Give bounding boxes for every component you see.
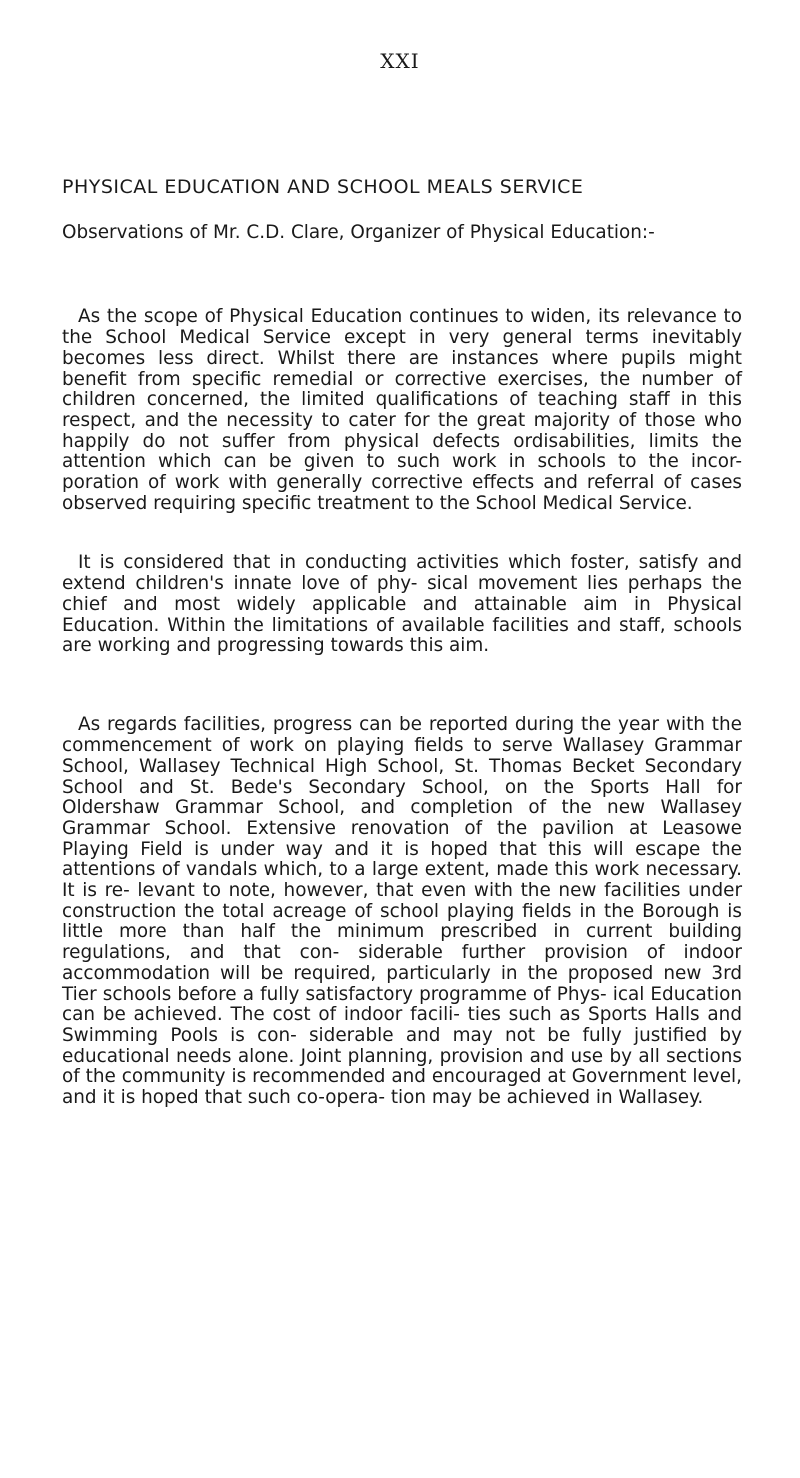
paragraph-1: As the scope of Physical Education continues to widen, its relevance to the School Medical Service except in very general terms inevitably becomes less direct. Whilst there are instances where pupils might benefit from specific remedial or corrective exercises, the number of children concerned, the limited qualifications of teaching staff in this respect, and the necessity to cater for the great majority of those who happily do not suffer from physical defects ordisabilities, limits the attention which can be given to such work in schools to the incor- poration of work with generally corrective effects and referral of cases observed requiring specific treatment to the School Medical Service. — [62, 306, 742, 514]
intro-line: Observations of Mr. C.D. Clare, Organizer of Physical Education:- — [62, 222, 655, 243]
paragraph-2: It is considered that in conducting activities which foster, satisfy and extend children's innate love of phy- sical movement lies perhaps the chief and most widely applicable and attainable aim in Physical Education. Within the limitations of available facilities and staff, schools are working and progressing towards this aim. — [62, 552, 742, 657]
page-number: XXI — [380, 49, 420, 73]
paragraph-3: As regards facilities, progress can be reported during the year with the commencement of work on playing fields to serve Wallasey Grammar School, Wallasey Technical High School, St. Thomas Becket Secondary School and St. Bede's Secondary School, on the Sports Hall for Oldershaw Grammar School, and completion of the new Wallasey Grammar School. Extensive renovation of the pavilion at Leasowe Playing Field is under way and it is hoped that this will escape the attentions of vandals which, to a large extent, made this work necessary. It is re- levant to note, however, that even with the new facilities under construction the total acreage of school playing fields in the Borough is little more than half the minimum prescribed in current building regulations, and that con- siderable further provision of indoor accommodation will be required, particularly in the proposed new 3rd Tier schools before a fully satisfactory programme of Phys- ical Education can be achieved. The cost of indoor facili- ties such as Sports Halls and Swimming Pools is con- siderable and may not be fully justified by educational needs alone. Joint planning, provision and use by all sections of the community is recommended and encouraged at Government level, and it is hoped that such co-opera- tion may be achieved in Wallasey. — [62, 714, 742, 1109]
section-heading: PHYSICAL EDUCATION AND SCHOOL MEALS SERVICE — [62, 176, 584, 198]
